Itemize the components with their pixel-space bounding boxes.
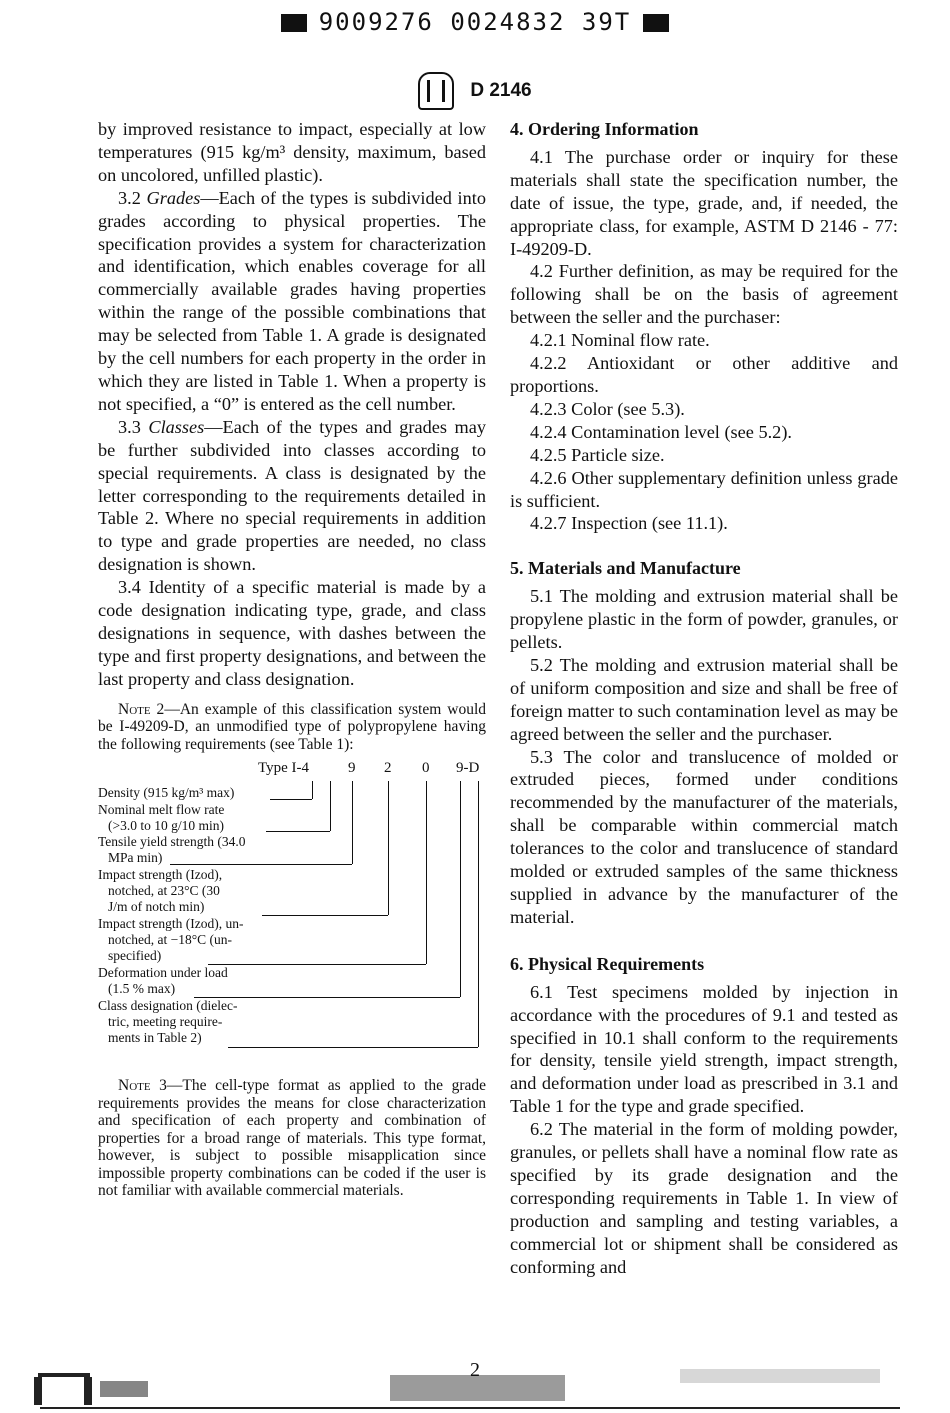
bracket-line [312, 781, 313, 799]
example-cell-impact-class: 9-D [456, 760, 480, 777]
example-row-label: Nominal melt flow rate [98, 802, 225, 818]
paragraph-4-2-5: 4.2.5 Particle size. [530, 444, 665, 465]
paragraph-4-2-1: 4.2.1 Nominal flow rate. [530, 330, 710, 351]
paragraph-4-2-3: 4.2.3 Color (see 5.3). [530, 398, 685, 419]
example-row-label: specified) [108, 948, 162, 964]
classification-example [98, 761, 486, 1057]
scan-artifact [38, 1373, 90, 1377]
scan-artifact [34, 1377, 42, 1405]
section-title: Classes [148, 416, 205, 437]
paragraph-4-2-2: 4.2.2 Antioxidant or other additive and proportions. [510, 353, 898, 396]
left-column [98, 118, 486, 1200]
bracket-line [270, 799, 312, 800]
example-row-label: J/m of notch min) [108, 899, 205, 915]
note-body: —The cell-type format as applied to the grade requirements provides the means for close characterization and specification of each property and combination of properties for a broad range of materials. This type format, however, is subject to possible misapplication since impossible property combinations can be coded if the user is not familiar with available commercial materials. [98, 1077, 486, 1200]
bracket-line [194, 997, 460, 998]
example-row-label: Impact strength (Izod), [98, 867, 223, 883]
example-cell-density: 9 [348, 760, 356, 777]
barcode-block-left [281, 14, 307, 32]
example-type-label: Type I-4 [258, 760, 310, 777]
bracket-line [352, 781, 353, 864]
paragraph-4-2-7: 4.2.7 Inspection (see 11.1). [530, 513, 728, 534]
example-row-label: Deformation under load [98, 965, 228, 981]
scan-artifact [100, 1381, 148, 1397]
example-row-label: Class designation (dielec- [98, 998, 238, 1014]
bracket-line [266, 831, 330, 832]
barcode-text: 9009276 0024832 39T [318, 8, 632, 36]
section-heading-4: 4. Ordering Information [510, 119, 699, 139]
note-2 [98, 701, 486, 754]
example-row-label: (1.5 % max) [108, 981, 176, 997]
paragraph-continued: by improved resistance to impact, especially at low temperatures (915 kg/m³ density, maximum, based on uncolored, unfilled plastic). [98, 119, 486, 185]
paragraph-3-3 [98, 416, 486, 576]
section-title: Grades [146, 187, 201, 208]
paragraph-5-3: 5.3 The color and translucence of molded or extruded pieces, formed under conditions recommended by the manufacturer of the materials, shall be comparable within commercial match tolerances to the color and translucence of standard molded or extruded samples of the same thickness supplied in advance by the manufacturer of the material. [510, 746, 898, 927]
bracket-line [388, 781, 389, 915]
paragraph-4-2-6: 4.2.6 Other supplementary definition unless grade is sufficient. [510, 467, 898, 511]
section-body: —Each of the types is subdivided into grades according to physical properties. The specification provides a system for characterization and identification, which enables coverage for all commercially available grades having properties within the range of the possible combinations that may be selected from Table 1. A grade is designated by the cell numbers for each property in the order in which they are listed in Table 1. When a property is not specified, a “0” is entered as the cell number. [98, 187, 486, 414]
paragraph-5-1: 5.1 The molding and extrusion material shall be propylene plastic in the form of powder, granules, or pellets. [510, 586, 898, 653]
bracket-line [170, 864, 352, 865]
paragraph-3-4: 3.4 Identity of a specific material is made by a code designation indicating type, grade, and class designations in sequence, with dashes between the type and first property designations, and between the last property and class designation. [98, 577, 486, 689]
section-heading-6: 6. Physical Requirements [510, 953, 705, 974]
astm-logo-icon [418, 72, 454, 110]
example-row-label: notched, at 23°C (30 [108, 883, 220, 899]
section-number: 3.3 [118, 416, 141, 437]
page-number: 2 [470, 1359, 480, 1381]
bracket-line [228, 1047, 478, 1048]
bracket-line [208, 964, 426, 965]
paragraph-4-1: 4.1 The purchase order or inquiry for these materials shall state the specification number, the date of issue, the type, grade, and, if needed, the appropriate class, for example, ASTM D 2146 - 77: I-49209-D. [510, 146, 898, 259]
example-row-label: ments in Table 2) [108, 1030, 202, 1046]
document-barcode [0, 8, 950, 36]
bracket-line [426, 781, 427, 964]
section-body: —Each of the types and grades may be further subdivided into classes according to special requirements. A class is designated by the letter corresponding to the requirements detailed in Table 2. Where no special requirements in addition to type and grade properties are needed, no class designation is shown. [98, 416, 486, 575]
scan-artifact [84, 1377, 92, 1405]
paragraph-4-2: 4.2 Further definition, as may be required for the following shall be on the basis of agreement between the seller and the purchaser: [510, 261, 898, 328]
paragraph-5-2: 5.2 The molding and extrusion material shall be of uniform composition and size and shall be free of foreign matter to such contamination level as may be agreed between the seller and the purchaser. [510, 654, 898, 744]
note-3 [98, 1077, 486, 1200]
example-row-label: MPa min) [108, 850, 163, 866]
paragraph-4-2-4: 4.2.4 Contamination level (see 5.2). [530, 421, 792, 442]
page-header [0, 72, 950, 110]
bracket-line [262, 915, 388, 916]
example-row-label: tric, meeting require- [108, 1014, 223, 1030]
note-label: Note 3 [118, 1077, 167, 1095]
standard-designation: D 2146 [470, 80, 532, 101]
barcode-block-right [643, 14, 669, 32]
note-body: —An example of this classification system would be I-49209-D, an unmodified type of polypropylene having the following requirements (see Table 1): [98, 700, 486, 753]
example-row-label: (>3.0 to 10 g/10 min) [108, 818, 224, 834]
paragraph-6-1: 6.1 Test specimens molded by injection in accordance with the procedures of 9.1 and tested as specified in 10.1 shall conform to the requirements for density, tensile yield strength, impact strength, and deformation under load as prescribed in 3.1 and Table 1 for the type and grade specified. [510, 981, 898, 1117]
right-column [510, 118, 898, 1279]
example-row-label: notched, at −18°C (un- [108, 932, 232, 948]
bracket-line [330, 781, 331, 831]
bracket-line [460, 781, 461, 997]
paragraph-6-2: 6.2 The material in the form of molding powder, granules, or pellets shall have a nominal flow rate as specified by its grade designation and the corresponding requirements in Table 1. In view of production and sampling and testing variables, a commercial lot or shipment shall be considered as conforming and [510, 1119, 898, 1277]
scan-artifact [40, 1407, 900, 1409]
example-row-label: Impact strength (Izod), un- [98, 916, 244, 932]
example-cell-flow: 2 [384, 760, 392, 777]
example-row-label: Density (915 kg/m³ max) [98, 785, 235, 801]
example-cell-tensile: 0 [422, 760, 430, 777]
paragraph-3-2 [98, 187, 486, 416]
bracket-line [478, 781, 479, 1047]
example-row-label: Tensile yield strength (34.0 [98, 834, 246, 850]
section-number: 3.2 [118, 187, 141, 208]
scan-artifact [680, 1369, 880, 1383]
scan-footer [0, 1355, 950, 1413]
note-label: Note 2 [118, 700, 165, 718]
section-heading-5: 5. Materials and Manufacture [510, 558, 741, 579]
